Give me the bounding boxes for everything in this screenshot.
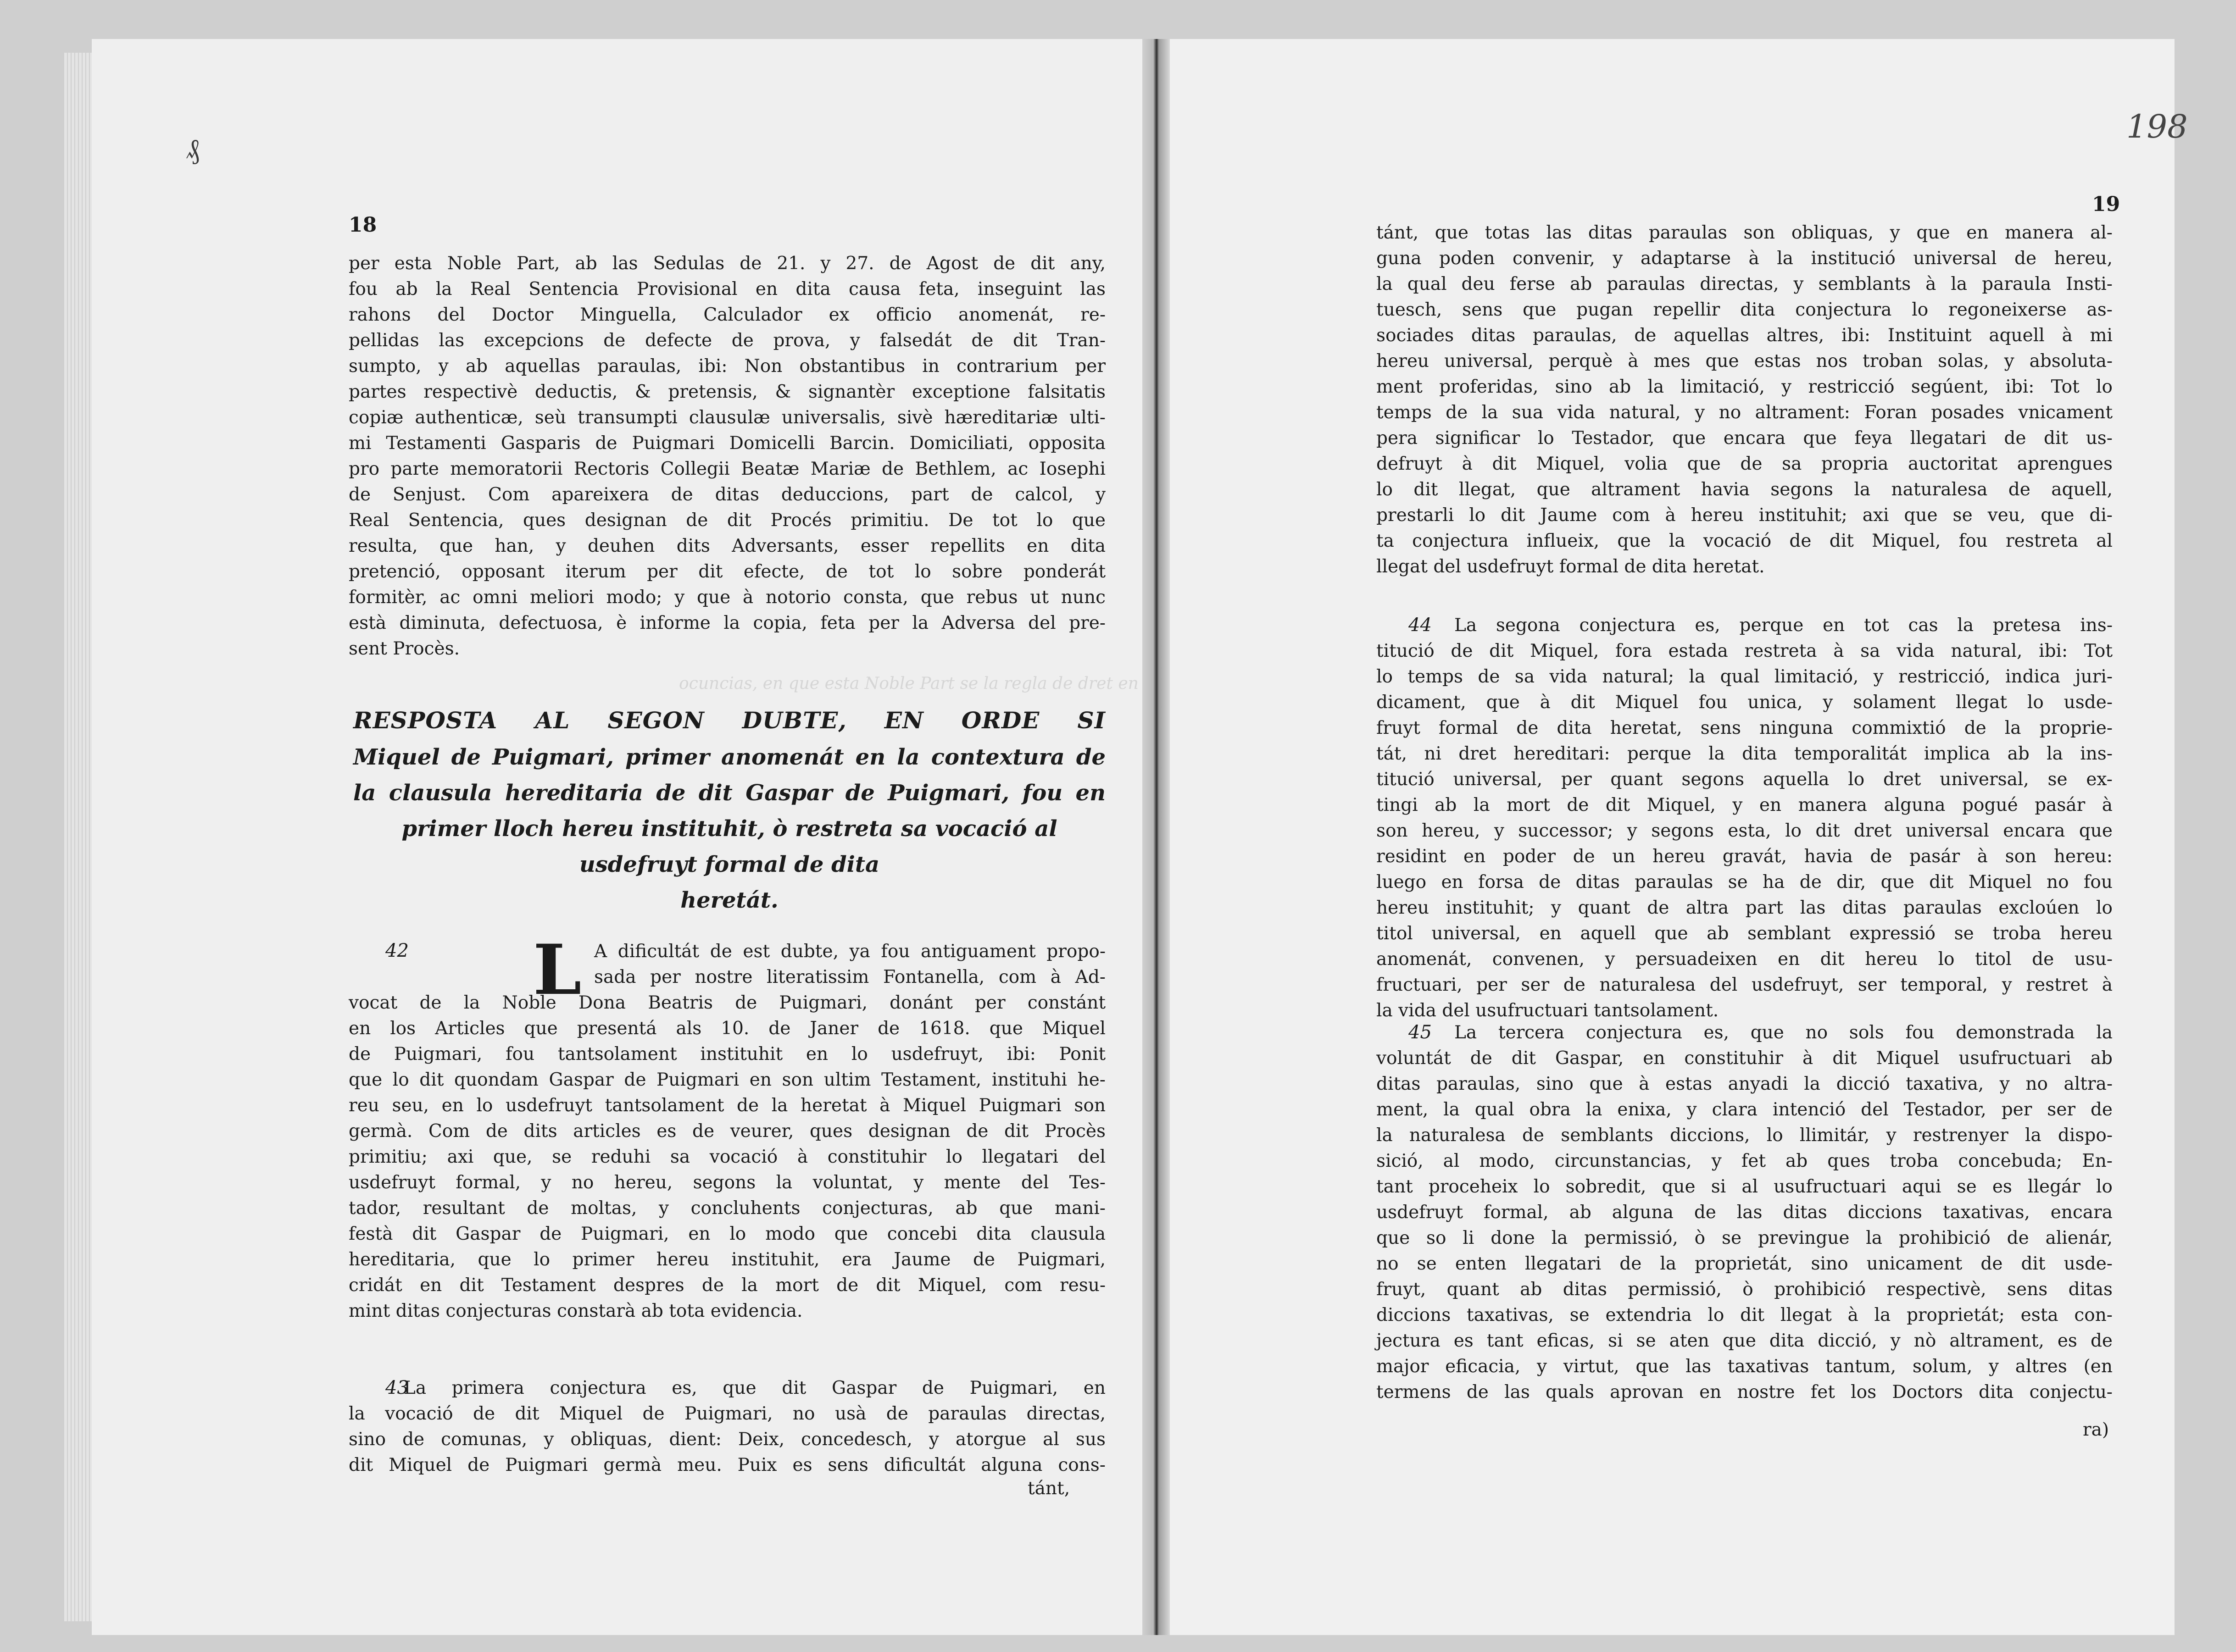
text-line: hereu instituhit; y quant de altra part las ditas paraulas excloúen lo — [1376, 898, 2113, 918]
para-43-text — [349, 1375, 1106, 1478]
text-line: sino de comunas, y obliquas, dient: Deix, concedesch, y atorgue al sus — [349, 1429, 1106, 1450]
para-42-text — [349, 990, 1106, 1324]
text-line: copiæ authenticæ, seù transumpti clausulæ universalis, sivè hæreditariæ ulti- — [349, 407, 1106, 428]
text-line: vocat de la Noble Dona Beatris de Puigmari, donánt per constánt — [349, 992, 1106, 1013]
text-line: prestarli lo dit Jaume com à hereu instituhit; axi que se veu, que di- — [1376, 505, 2113, 526]
text-line: usdefruyt formal, ab alguna de las ditas diccions taxativas, encara — [1376, 1202, 2113, 1223]
text-line: tuesch, sens que pugan repellir dita conjectura lo regoneixerse as- — [1376, 299, 2113, 320]
text-line: usdefruyt formal, y no hereu, segons la voluntat, y mente del Tes- — [349, 1172, 1106, 1193]
text-line: La primera conjectura es, que dit Gaspar de Puigmari, en — [404, 1378, 1106, 1398]
text-line: dit Miquel de Puigmari germà meu. Puix es sens dificultát alguna cons- — [349, 1455, 1106, 1475]
text-line: son hereu, y successor; y segons esta, lo dit dret universal encara que — [1376, 820, 2113, 841]
text-line: pro parte memoratorii Rectoris Collegii Beatæ Mariæ de Bethlem, ac Iosephi — [349, 459, 1106, 479]
text-line: hereu universal, perquè à mes que estas nos troban solas, y absoluta- — [1376, 351, 2113, 371]
folio-number: 198 — [2126, 108, 2188, 145]
text-line: pera significar lo Testador, que encara que feya llegatari de dit us- — [1376, 428, 2113, 449]
text-line: tingi ab la mort de dit Miquel, y en manera alguna pogué pasár à — [1376, 795, 2113, 815]
heading-line-1: Miquel de Puigmari, primer anomenát en la contextura de — [353, 744, 1106, 770]
open-book-spread — [92, 39, 2188, 1635]
text-line: fruyt formal de dita heretat, sens ninguna commixtió de la proprie- — [1376, 718, 2113, 738]
text-line: rahons del Doctor Minguella, Calculador ex officio anomenát, re- — [349, 305, 1106, 325]
text-line: tador, resultant de moltas, y concluhents conjecturas, ab que mani- — [349, 1198, 1106, 1219]
text-line: sociades ditas paraulas, de aquellas altres, ibi: Instituint aquell à mi — [1376, 325, 2113, 346]
para-42-indented — [594, 939, 1106, 990]
heading-line-4: usdefruyt formal de dita — [579, 852, 880, 877]
text-line: anomenát, convenen, y persuadeixen en dit hereu lo titol de usu- — [1376, 949, 2113, 970]
para-45-first-line — [1454, 1020, 2113, 1046]
text-line: voluntát de dit Gaspar, en constituhir à dit Miquel usufructuari ab — [1376, 1048, 2113, 1069]
text-line: defruyt à dit Miquel, volia que de sa propria auctoritat aprengues — [1376, 454, 2113, 474]
text-line: sent Procès. — [349, 638, 460, 659]
text-line: major eficacia, y virtut, que las taxativas tantum, solum, y altres (en — [1376, 1356, 2113, 1377]
para-44-text — [1376, 638, 2113, 1024]
page-number-left: 18 — [349, 213, 377, 237]
text-line: pellidas las excepcions de defecte de prova, y falsedát de dit Tran- — [349, 330, 1106, 351]
text-line: de Senjust. Com apareixera de ditas deduccions, part de calcol, y — [349, 484, 1106, 505]
text-line: tant proceheix lo sobredit, que si al usufructuari aqui se es llegár lo — [1376, 1176, 2113, 1197]
text-line: sumpto, y ab aquellas paraulas, ibi: Non obstantibus in contrarium per — [349, 356, 1106, 377]
drop-cap: L — [533, 930, 582, 1010]
text-line: no se enten llegatari de la proprietát, sino unicament de dit usde- — [1376, 1253, 2113, 1274]
text-line: lo temps de sa vida natural; la qual limitació, y restricció, indica juri- — [1376, 666, 2113, 687]
text-line: ment proferidas, sino ab la limitació, y restricció segúent, ibi: Tot lo — [1376, 377, 2113, 397]
text-line: la naturalesa de semblants diccions, lo llimitár, y restrenyer la dispo- — [1376, 1125, 2113, 1146]
show-through-text: ocuncias, en que esta Noble Part se la regla de dret en — [679, 674, 1139, 693]
margin-number-43: 43 — [385, 1377, 409, 1398]
text-line: reu seu, en lo usdefruyt tantsolament de la heretat à Miquel Puigmari son — [349, 1095, 1106, 1116]
text-line: cridát en dit Testament despres de la mort de dit Miquel, com resu- — [349, 1275, 1106, 1296]
heading-line-5: heretát. — [680, 887, 779, 913]
right-top-text — [1376, 220, 2113, 580]
text-line: primitiu; axi que, se reduhi sa vocació à constituhir lo llegatari del — [349, 1147, 1106, 1167]
text-line: que lo dit quondam Gaspar de Puigmari en son ultim Testament, instituhi he- — [349, 1070, 1106, 1090]
text-line: en los Articles que presentá als 10. de Janer de 1618. que Miquel — [349, 1018, 1106, 1039]
heading-line-2: la clausula hereditaria de dit Gaspar de Puigmari, fou en — [353, 780, 1106, 806]
text-line: titució universal, per quant segons aquella lo dret universal, se ex- — [1376, 769, 2113, 790]
margin-number-42: 42 — [385, 940, 409, 961]
text-line: pretenció, opposant iterum per dit efecte, de tot lo sobre ponderát — [349, 561, 1106, 582]
text-line: sada per nostre literatissim Fontanella, com à Ad- — [594, 967, 1106, 987]
text-line: resulta, que han, y deuhen dits Adversants, esser repellits en dita — [349, 536, 1106, 556]
text-line: ditas paraulas, sino que à estas anyadi la dicció taxativa, y no altra- — [1376, 1074, 2113, 1094]
para-45-text — [1376, 1046, 2113, 1405]
text-line: residint en poder de un hereu gravát, havia de pasár à son hereu: — [1376, 846, 2113, 867]
text-line: de Puigmari, fou tantsolament instituhit en lo usdefruyt, ibi: Ponit — [349, 1044, 1106, 1064]
heading-line-3: primer lloch hereu instituhit, ò restreta sa vocació al — [401, 816, 1057, 842]
left-page — [92, 39, 1142, 1635]
catchword-right: ra) — [2083, 1419, 2109, 1440]
text-line: hereditaria, que lo primer hereu instituhit, era Jaume de Puigmari, — [349, 1249, 1106, 1270]
text-line: diccions taxativas, se extendria lo dit llegat à la proprietát; esta con- — [1376, 1305, 2113, 1325]
text-line: titució de dit Miquel, fora estada restreta à sa vida natural, ibi: Tot — [1376, 641, 2113, 661]
text-line: mint ditas conjecturas constarà ab tota evidencia. — [349, 1301, 803, 1321]
text-line: lo dit llegat, que altrament havia segons la naturalesa de aquell, — [1376, 479, 2113, 500]
text-line: festà dit Gaspar de Puigmari, en lo modo que concebi dita clausula — [349, 1224, 1106, 1244]
page-number-right: 19 — [2092, 193, 2120, 216]
text-line: La segona conjectura es, perque en tot cas la pretesa ins- — [1454, 615, 2113, 636]
text-line: tánt, que totas las ditas paraulas son obliquas, y que en manera al- — [1376, 222, 2113, 243]
catchword-left: tánt, — [1028, 1478, 1070, 1499]
text-line: temps de la sua vida natural, y no altrament: Foran posades vnicament — [1376, 402, 2113, 423]
left-top-text — [349, 251, 1106, 662]
text-line: A dificultát de est dubte, ya fou antiguament propo- — [594, 941, 1106, 962]
text-line: jectura es tant eficas, si se aten que dita dicció, y nò altrament, es de — [1376, 1330, 2113, 1351]
text-line: fruyt, quant ab ditas permissió, ò prohibició respectivè, sens ditas — [1376, 1279, 2113, 1300]
text-line: per esta Noble Part, ab las Sedulas de 21. y 27. de Agost de dit any, — [349, 253, 1106, 274]
margin-number-45: 45 — [1408, 1022, 1432, 1043]
text-line: germà. Com de dits articles es de veurer, ques designan de dit Procès — [349, 1121, 1106, 1142]
text-line: guna poden convenir, y adaptarse à la institució universal de hereu, — [1376, 248, 2113, 269]
text-line: partes respectivè deductis, & pretensis, & signantèr exceptione falsitatis — [349, 382, 1106, 402]
text-line: fou ab la Real Sentencia Provisional en dita causa feta, inseguint las — [349, 279, 1106, 299]
text-line: la vida del usufructuari tantsolament. — [1376, 1000, 1719, 1021]
text-line: Real Sentencia, ques designan de dit Procés primitiu. De tot lo que — [349, 510, 1106, 531]
text-line: La tercera conjectura es, que no sols fou demonstrada la — [1454, 1022, 2113, 1043]
para-44-first-line — [1454, 613, 2113, 638]
heading-title: RESPOSTA AL SEGON DUBTE, EN ORDE SI — [353, 707, 1106, 734]
text-line: dicament, que à dit Miquel fou unica, y solament llegat lo usde- — [1376, 692, 2113, 713]
text-line: està diminuta, defectuosa, è informe la copia, feta per la Adversa del pre- — [349, 613, 1106, 633]
text-line: la vocació de dit Miquel de Puigmari, no usà de paraulas directas, — [349, 1403, 1106, 1424]
text-line: luego en forsa de ditas paraulas se ha de dir, que dit Miquel no fou — [1376, 872, 2113, 893]
text-line: que so li done la permissió, ò se previngue la prohibició de alienár, — [1376, 1228, 2113, 1248]
text-line: formitèr, ac omni meliori modo; y que à notorio consta, que rebus ut nunc — [349, 587, 1106, 608]
text-line: ta conjectura influeix, que la vocació de dit Miquel, fou restreta al — [1376, 531, 2113, 551]
book-gutter — [1142, 39, 1170, 1635]
right-page — [1170, 39, 2188, 1635]
section-heading — [353, 702, 1106, 918]
text-line: fructuari, per ser de naturalesa del usdefruyt, ser temporal, y restret à — [1376, 975, 2113, 995]
text-line: la qual deu ferse ab paraulas directas, y semblants à la paraula Insti- — [1376, 274, 2113, 294]
text-line: mi Testamenti Gasparis de Puigmari Domicelli Barcin. Domiciliati, opposita — [349, 433, 1106, 454]
text-line: titol universal, en aquell que ab semblant expressió se troba hereu — [1376, 923, 2113, 944]
text-line: sició, al modo, circunstancias, y fet ab ques troba concebuda; En- — [1376, 1151, 2113, 1171]
corner-mark: ₰ — [186, 133, 200, 165]
text-line: tát, ni dret hereditari: perque la dita temporalitát implica ab la ins- — [1376, 743, 2113, 764]
text-line: ment, la qual obra la enixa, y clara intenció del Testador, per ser de — [1376, 1099, 2113, 1120]
text-line: llegat del usdefruyt formal de dita heretat. — [1376, 556, 1765, 577]
margin-number-44: 44 — [1408, 615, 1432, 636]
text-line: termens de las quals aprovan en nostre fet los Doctors dita conjectu- — [1376, 1382, 2113, 1403]
